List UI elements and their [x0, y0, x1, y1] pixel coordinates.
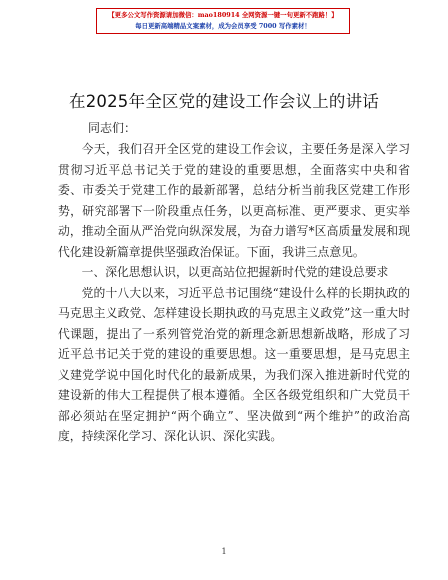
promo-banner: [96, 8, 350, 34]
promo-line-2: 每日更新高端精品文案素材，成为会员享受 7000 写作素材！: [135, 22, 311, 30]
document-title: 在2025年全区党的建设工作会议上的讲话: [69, 92, 379, 111]
document-body: [58, 139, 410, 447]
paragraph-intro: 今天，我们召开全区党的建设工作会议，主要任务是深入学习贯彻习近平总书记关于党的建设的重要思想，全面落实中央和省委、市委关于党建工作的最新部署，总结分析当前我区党建工作形势，研究部署下一阶段重点任务，以更高标准、更严要求、更实举动，推动全面从严治党向纵深发展，为奋力谱写*区高质量发展和现代化建设新篇章提供坚强政治保证。下面，我讲三点意见。: [58, 142, 410, 259]
paragraph-section-1: 党的十八大以来，习近平总书记围绕“建设什么样的长期执政的马克思主义政党、怎样建设长期执政的马克思主义政党”这一重大时代课题，提出了一系列管党治党的新理念新思想新战略，形成了习近平总书记关于党的建设的重要思想。这一重要思想，是马克思主义建党学说中国化时代化的最新成果，为我们深入推进新时代党的建设新的伟大工程提供了根本遵循。全区各级党组织和广大党员干部必须站在坚定拥护“两个确立”、坚决做到“两个维护”的政治高度，持续深化学习、深化认识、深化实践。: [58, 285, 410, 443]
section-heading-1: 一、深化思想认识，以更高站位把握新时代党的建设总要求: [81, 265, 389, 279]
page-number: 1: [221, 547, 227, 556]
salutation: 同志们：: [88, 121, 137, 135]
promo-line-1: 【更多公文写作资源请加微信：mao180914 全网资源一键一句更新不跑路！】: [108, 11, 338, 19]
